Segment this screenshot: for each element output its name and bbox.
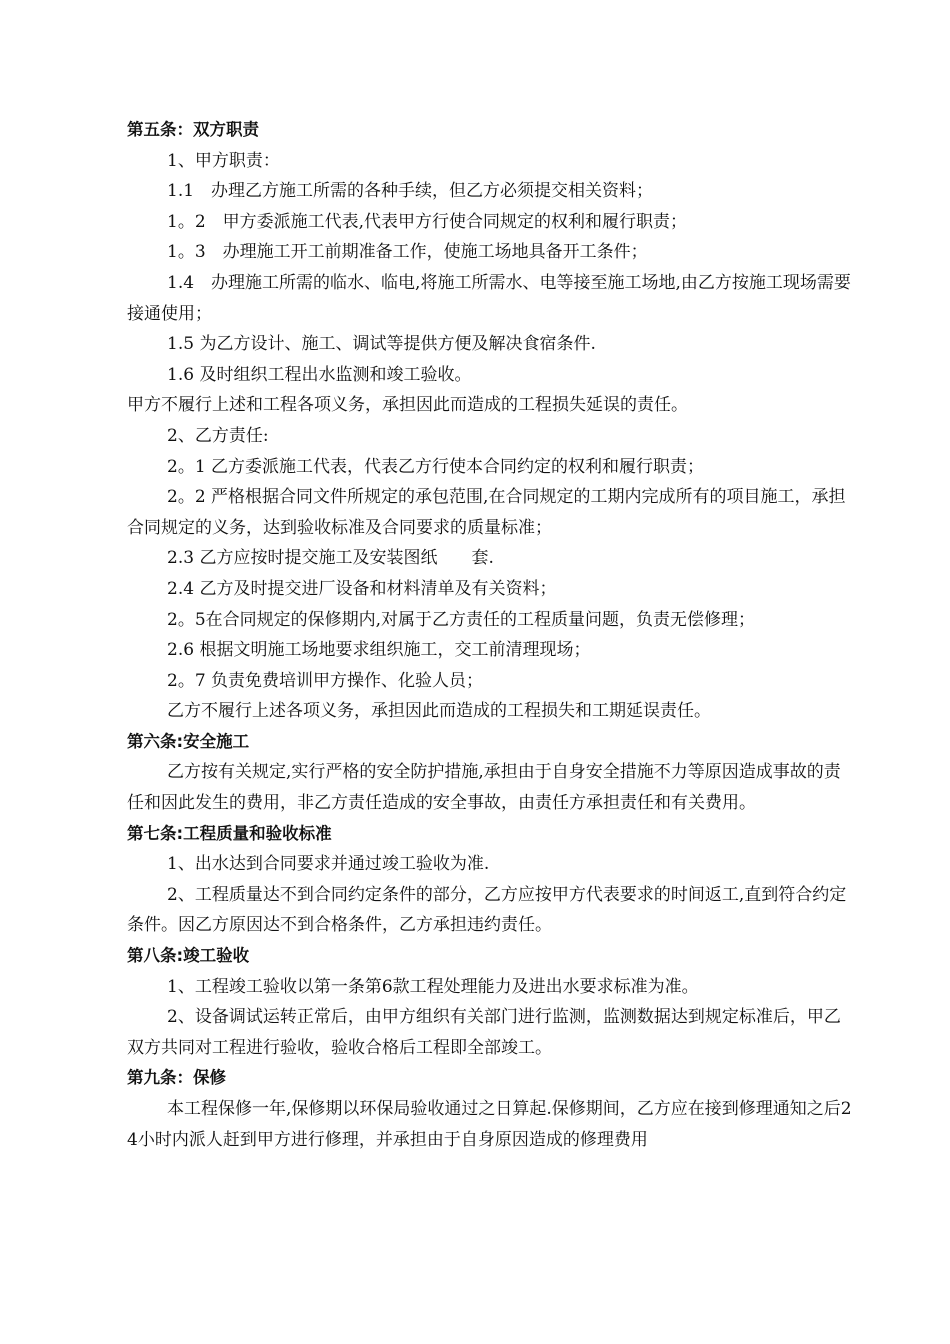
clause-2-3 [127, 543, 852, 574]
clause-2-3-text: 2.3 乙方应按时提交施工及安装图纸 [167, 548, 438, 569]
clause-1-5: 1.5 为乙方设计、施工、调试等提供方便及解决食宿条件. [167, 334, 596, 355]
section-8-item-2: 2、设备调试运转正常后，由甲方组织有关部门进行监测，监测数据达到规定标准后，甲乙双方共同对工程进行验收，验收合格后工程即全部竣工。 [127, 1007, 841, 1058]
clause-2-3-suffix: 套. [471, 548, 494, 569]
clause-1-2: 1。2 甲方委派施工代表,代表甲方行使合同规定的权利和履行职责； [167, 211, 688, 232]
section-7-item-1: 1、出水达到合同要求并通过竣工验收为准. [167, 854, 490, 875]
clause-1-1: 1.1 办理乙方施工所需的各种手续，但乙方必须提交相关资料； [167, 181, 654, 202]
section-7-item-2: 2、工程质量达不到合同约定条件的部分，乙方应按甲方代表要求的时间返工,直到符合约定条件。因乙方原因达不到合格条件，乙方承担违约责任。 [127, 884, 847, 936]
clause-1-3: 1。3 办理施工开工前期准备工作，使施工场地具备开工条件； [167, 242, 648, 263]
clause-2-4: 2.4 乙方及时提交进厂设备和材料清单及有关资料； [167, 578, 557, 599]
section-8-title: 第八条:竣工验收 [127, 946, 250, 966]
section-8-item-1: 1、工程竣工验收以第一条第6款工程处理能力及进出水要求标准为准。 [167, 976, 699, 997]
clause-1-4: 1.4 办理施工所需的临水、临电,将施工所需水、电等接至施工场地,由乙方按施工现场需要接通使用； [127, 272, 851, 324]
clause-2-1: 2。1 乙方委派施工代表，代表乙方行使本合同约定的权利和履行职责； [167, 456, 705, 477]
section-9-title: 第九条：保修 [127, 1068, 226, 1088]
section-6-title: 第六条:安全施工 [127, 731, 250, 751]
section-7-title: 第七条:工程质量和验收标准 [127, 823, 332, 843]
contract-body [127, 115, 852, 1155]
clause-2-2: 2。2 严格根据合同文件所规定的承包范围,在合同规定的工期内完成所有的项目施工，承担合同规定的义务，达到验收标准及合同要求的质量标准； [127, 487, 846, 538]
section-9-paragraph: 本工程保修一年,保修期以环保局验收通过之日算起.保修期间，乙方应在接到修理通知之后24小时内派人赶到甲方进行修理，并承担由于自身原因造成的修理费用 [127, 1099, 852, 1150]
party-a-liability-note: 甲方不履行上述和工程各项义务，承担因此而造成的工程损失延误的责任。 [127, 395, 688, 416]
party-b-liability-note: 乙方不履行上述各项义务，承担因此而造成的工程损失和工期延误责任。 [167, 701, 711, 722]
section-5-title: 第五条：双方职责 [127, 120, 259, 139]
clause-2-6: 2.6 根据文明施工场地要求组织施工，交工前清理现场； [167, 640, 591, 661]
clause-2-7: 2。7 负责免费培训甲方操作、化验人员； [167, 670, 484, 691]
clause-2-5: 2。5在合同规定的保修期内,对属于乙方责任的工程质量问题，负责无偿修理； [167, 609, 756, 630]
party-a-duties-label: 1、甲方职责： [167, 150, 280, 171]
clause-1-6: 1.6 及时组织工程出水监测和竣工验收。 [167, 364, 472, 385]
section-6-paragraph: 乙方按有关规定,实行严格的安全防护措施,承担由于自身安全措施不力等原因造成事故的责任和因此发生的费用，非乙方责任造成的安全事故，由责任方承担责任和有关费用。 [127, 762, 841, 814]
party-b-duties-label: 2、乙方责任: [167, 425, 269, 446]
